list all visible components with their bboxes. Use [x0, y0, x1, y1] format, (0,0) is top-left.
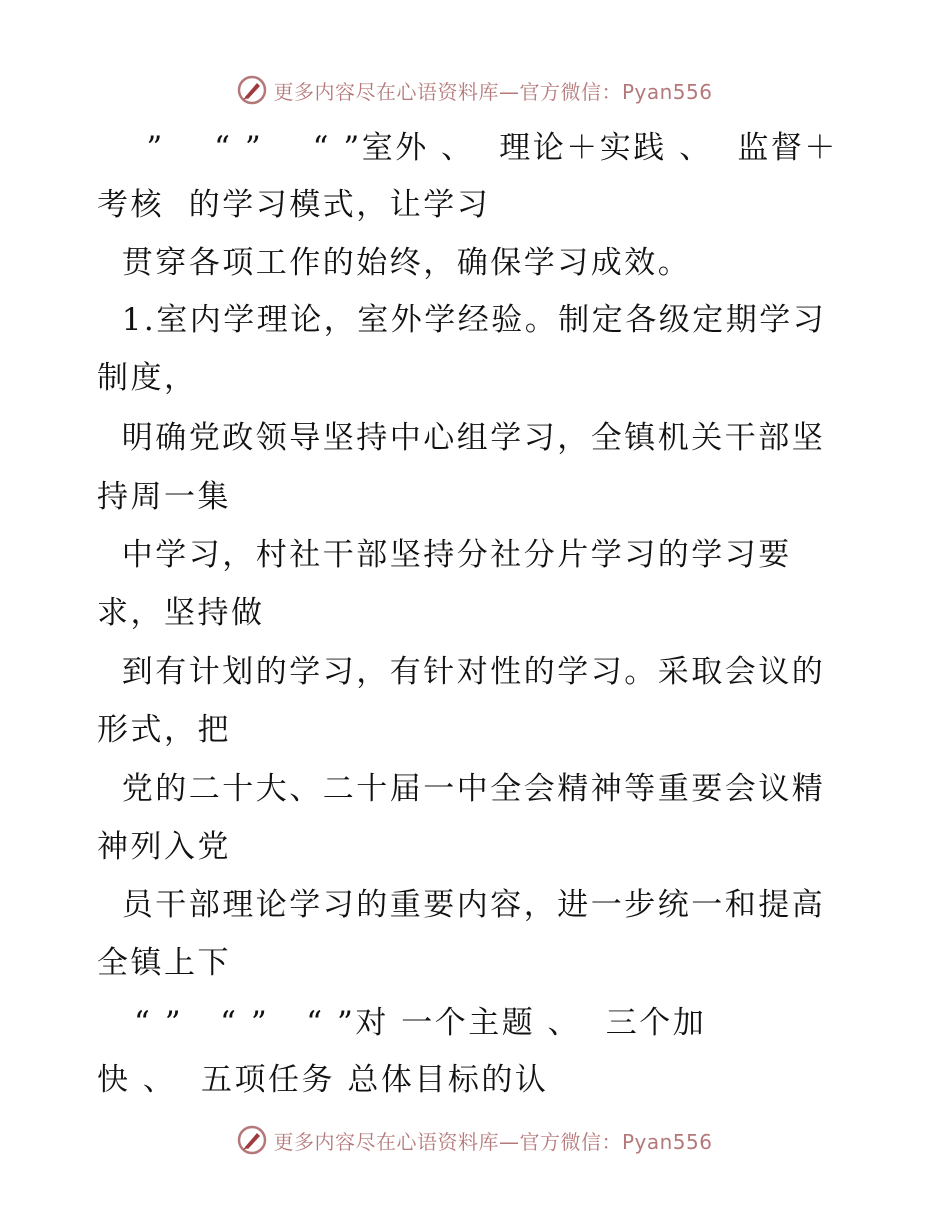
text-line: 1.室内学理论，室外学经验。制定各级定期学习 — [97, 302, 827, 338]
text-line: 持周一集 — [97, 479, 231, 515]
text-line: 贯穿各项工作的始终，确保学习成效。 — [97, 245, 692, 281]
text-line: “ ” “ ” “ ”对 一个主题 、 三个加 — [97, 1005, 707, 1041]
text-line: 全镇上下 — [97, 945, 231, 981]
header-watermark — [0, 70, 950, 110]
text-line: 员干部理论学习的重要内容，进一步统一和提高 — [97, 887, 826, 923]
text-line: 中学习，村社干部坚持分社分片学习的学习要 — [97, 537, 792, 573]
text-line: 制度， — [97, 360, 198, 396]
text-line: 明确党政领导坚持中心组学习，全镇机关干部坚 — [97, 420, 826, 456]
text-line: 神列入党 — [97, 829, 231, 865]
pen-logo-icon — [237, 1125, 267, 1155]
watermark-text: 更多内容尽在心语资料库—官方微信：Pyan556 — [273, 1129, 713, 1154]
text-line: 党的二十大、二十届一中全会精神等重要会议精 — [97, 771, 826, 807]
text-line: 形式，把 — [97, 712, 231, 748]
footer-watermark — [0, 1120, 950, 1160]
text-line: ” “ ” “ ”室外 、 理论＋实践 、 监督＋ — [97, 130, 838, 166]
text-line: 考核 的学习模式，让学习 — [97, 187, 491, 223]
pen-logo-icon — [237, 75, 267, 105]
text-line: 求，坚持做 — [97, 595, 265, 631]
text-line: 到有计划的学习，有针对性的学习。采取会议的 — [97, 654, 826, 690]
text-line: 快 、 五项任务 总体目标的认 — [97, 1062, 549, 1098]
watermark-text: 更多内容尽在心语资料库—官方微信：Pyan556 — [273, 79, 713, 104]
